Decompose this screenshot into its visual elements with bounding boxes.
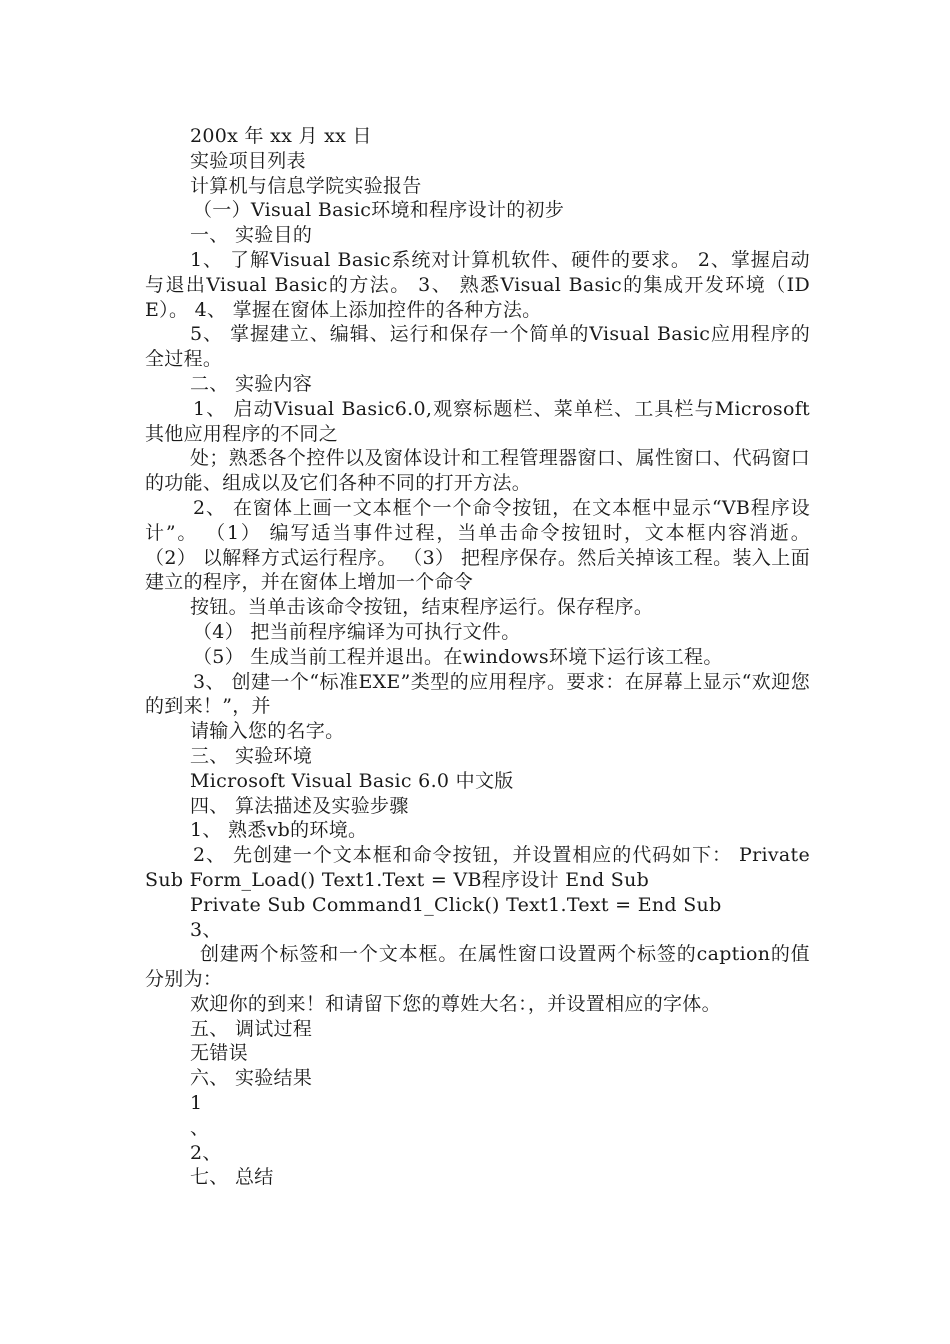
- results-item-1: 1: [190, 1092, 203, 1115]
- heading-report-title: 计算机与信息学院实验报告: [190, 174, 422, 197]
- section-heading-steps: 四、 算法描述及实验步骤: [190, 794, 409, 817]
- heading-experiment-one: （一）Visual Basic环境和程序设计的初步: [193, 199, 565, 222]
- heading-project-list: 实验项目列表: [190, 149, 306, 172]
- results-item-1-sep: 、: [190, 1116, 210, 1139]
- steps-item-3-cont: 欢迎你的到来！和请留下您的尊姓大名：，并设置相应的字体。: [190, 992, 721, 1015]
- steps-code-line: Private Sub Command1_Click() Text1.Text = End Sub: [190, 893, 722, 916]
- purpose-paragraph-1: 1、 了解Visual Basic系统对计算机软件、硬件的要求。 2、掌握启动与退出Visual Basic的方法。 3、 熟悉Visual Basic的集成开发环境（IDE）。 4、 掌握在窗体上添加控件的各种方法。: [145, 248, 810, 321]
- environment-text: Microsoft Visual Basic 6.0 中文版: [190, 769, 514, 792]
- purpose-paragraph-2: 5、 掌握建立、编辑、运行和保存一个简单的Visual Basic应用程序的全过程。: [145, 323, 810, 371]
- content-paragraph-2: 2、 在窗体上画一文本框个一个命令按钮，在文本框中显示“VB程序设计”。 （1） 编写适当事件过程，当单击命令按钮时，文本框内容消逝。 （2） 以解释方式运行程序。 （3） 把程序保存。然后关掉该工程。装入上面建立的程序，并在窗体上增加一个命令: [145, 496, 810, 594]
- content-paragraph-3: 3、 创建一个“标准EXE”类型的应用程序。要求：在屏幕上显示“欢迎您的到来！”，并: [145, 670, 810, 718]
- section-heading-summary: 七、 总结: [190, 1166, 274, 1189]
- steps-item-3-number: 3、: [190, 918, 222, 941]
- content-paragraph-2-cont: 按钮。当单击该命令按钮，结束程序运行。保存程序。: [190, 596, 654, 619]
- steps-item-2: 2、 先创建一个文本框和命令按钮，并设置相应的代码如下： Private Sub Form_Load() Text1.Text = VB程序设计 End Sub: [145, 844, 810, 891]
- section-heading-environment: 三、 实验环境: [190, 744, 313, 767]
- content-step-5: （5） 生成当前工程并退出。在windows环境下运行该工程。: [193, 645, 723, 668]
- section-heading-content: 二、 实验内容: [190, 372, 313, 395]
- section-heading-debug: 五、 调试过程: [190, 1017, 313, 1040]
- content-paragraph-3-cont: 请输入您的名字。: [190, 720, 345, 743]
- document-body: [145, 124, 810, 1190]
- content-step-4: （4） 把当前程序编译为可执行文件。: [193, 620, 521, 643]
- content-paragraph-1: 1、 启动Visual Basic6.0,观察标题栏、菜单栏、工具栏与Microsoft其他应用程序的不同之: [145, 397, 810, 445]
- section-heading-results: 六、 实验结果: [190, 1067, 313, 1090]
- section-heading-purpose: 一、 实验目的: [190, 224, 313, 247]
- debug-text: 无错误: [190, 1042, 248, 1065]
- steps-item-1: 1、 熟悉vb的环境。: [190, 819, 368, 842]
- content-paragraph-1-cont: 处；熟悉各个控件以及窗体设计和工程管理器窗口、属性窗口、代码窗口的功能、组成以及它们各种不同的打开方法。: [145, 447, 810, 495]
- steps-item-3: 创建两个标签和一个文本框。在属性窗口设置两个标签的caption的值分别为：: [145, 943, 810, 991]
- report-date: 200x 年 xx 月 xx 日: [190, 125, 372, 147]
- results-item-2: 2、: [190, 1141, 222, 1164]
